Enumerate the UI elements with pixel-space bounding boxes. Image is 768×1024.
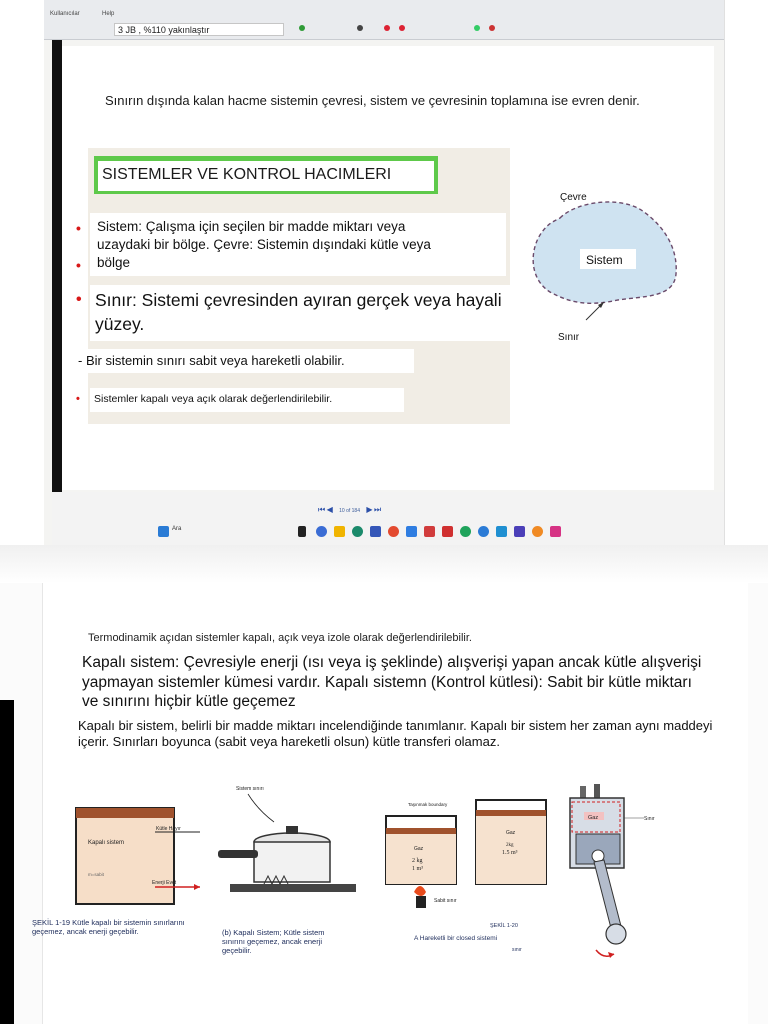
pdf-reader-icon[interactable] bbox=[424, 526, 435, 537]
page-navigator[interactable] bbox=[318, 505, 381, 515]
bullet-dot-4: • bbox=[76, 393, 80, 405]
monitor-bezel-left bbox=[0, 0, 44, 545]
page-top-shadow bbox=[0, 545, 768, 583]
energy-arrow-head bbox=[194, 884, 200, 890]
start-icon[interactable] bbox=[158, 526, 169, 537]
burner-base bbox=[416, 896, 426, 908]
label-sinir: Sınır bbox=[558, 332, 580, 343]
teams-icon[interactable] bbox=[514, 526, 525, 537]
figure-engine-piston bbox=[560, 782, 670, 962]
photos-icon[interactable] bbox=[496, 526, 507, 537]
label-moving-boundary: Taşınmak boundary bbox=[408, 802, 448, 807]
pot-valve bbox=[286, 826, 298, 834]
figure-1-caption: ŞEKİL 1-19 Kütle kapalı bir sistemin sınırlarını geçemez, ancak enerji geçebilir. bbox=[32, 918, 185, 936]
figure-3-number: ŞEKİL 1-20 bbox=[490, 923, 518, 929]
label-gas-1: Gaz bbox=[414, 846, 424, 852]
toolbar-red-icon[interactable] bbox=[384, 25, 390, 31]
page-intro-line: Termodinamik açıdan sistemler kapalı, açık veya izole olarak değerlendirilebilir. bbox=[88, 632, 472, 644]
pot-handle bbox=[218, 850, 258, 858]
label-volume-2: 1.5 m³ bbox=[502, 850, 518, 856]
prev-page-icon[interactable]: ◀ bbox=[326, 505, 333, 514]
page-edge-shadow bbox=[0, 700, 14, 1024]
figure-pressure-cooker bbox=[210, 780, 358, 910]
search-app-icon[interactable] bbox=[316, 526, 327, 537]
menu-item-left[interactable]: Kullanıcılar bbox=[50, 11, 80, 17]
toolbar-green-icon[interactable] bbox=[299, 25, 305, 31]
toolbar-circle-icon[interactable] bbox=[357, 25, 363, 31]
label-mass-1: 2 kg bbox=[412, 858, 423, 864]
label-sistem: Sistem bbox=[586, 253, 623, 267]
bullet-dot-3: • bbox=[76, 291, 82, 308]
figure-closed-system-box bbox=[52, 792, 214, 910]
label-sinir-piston: Sınır bbox=[644, 816, 655, 822]
toolbar-pin-icon[interactable] bbox=[399, 25, 405, 31]
task-view-icon[interactable] bbox=[298, 526, 306, 537]
powerpoint-icon[interactable] bbox=[442, 526, 453, 537]
spark-plug-left bbox=[580, 786, 586, 798]
heat-flame-icon bbox=[414, 886, 426, 896]
label-mass-2: 2kg bbox=[506, 843, 514, 848]
figure-moving-boundary bbox=[382, 792, 552, 910]
last-page-icon[interactable]: ⏭ bbox=[373, 505, 382, 514]
label-fixed-boundary: Sabit sınır bbox=[434, 898, 457, 904]
monitor-bezel-right bbox=[724, 0, 768, 545]
figure-3-caption: A Hareketli bir closed sistemi bbox=[414, 935, 498, 942]
chrome-icon[interactable] bbox=[388, 526, 399, 537]
piston-1 bbox=[386, 828, 456, 834]
bullet-closed-open: Sistemler kapalı veya açık olarak değerlendirilebilir. bbox=[90, 388, 404, 412]
slide-intro-text: Sınırın dışında kalan hacme sistemin çevresi, sistem ve çevresinin toplamına ise evren denir. bbox=[105, 93, 640, 108]
stove-top bbox=[230, 884, 356, 892]
label-volume-1: 1 m³ bbox=[412, 866, 423, 872]
figure-2-caption: (b) Kapalı Sistem; Kütle sistem sınırını geçemez, ancak enerji geçebilir. bbox=[222, 928, 325, 955]
closed-system-definition: Kapalı sistem: Çevresiyle enerji (ısı veya iş şeklinde) alışverişi yapan ancak kütle alışverişi yapmayan sistemler kümesi vardır. Kapalı sistemn (Kontrol kütlesi): Sabit bir kütle miktarı ve sınırını hiçbir kütle geçemez bbox=[82, 654, 702, 710]
paint-icon[interactable] bbox=[550, 526, 561, 537]
label-system-boundary: Sistem sınırı bbox=[236, 786, 264, 792]
whatsapp-icon[interactable] bbox=[460, 526, 471, 537]
page-counter: 10 of 184 bbox=[339, 508, 360, 514]
label-energy-yes: Enerji Evet bbox=[152, 880, 177, 886]
mail-icon[interactable] bbox=[406, 526, 417, 537]
first-page-icon[interactable]: ⏮ bbox=[318, 505, 326, 514]
settings-icon[interactable] bbox=[478, 526, 489, 537]
viewer-toolbar bbox=[44, 0, 724, 40]
box-lid bbox=[76, 808, 174, 818]
closed-system-explanation: Kapalı bir sistem, belirli bir madde miktarı incelendiğinde tanımlanır. Kapalı bir sistem her zaman aynı maddeyi içerir. Sınırları boyunca (sabit veya hareketli olsun) kütle transferi olamaz. bbox=[78, 718, 713, 749]
store-icon[interactable] bbox=[370, 526, 381, 537]
boundary-pointer bbox=[248, 794, 274, 822]
edge-icon[interactable] bbox=[352, 526, 363, 537]
label-mass-no: Kütle Hayır bbox=[156, 826, 181, 832]
label-gaz: Gaz bbox=[588, 815, 599, 821]
windows-taskbar bbox=[150, 523, 630, 541]
next-page-icon[interactable]: ▶ bbox=[366, 505, 373, 514]
bullet-sistem bbox=[90, 213, 506, 276]
zoom-field[interactable]: 3 JB , %110 yakınlaştır bbox=[114, 23, 284, 36]
label-gas-2: Gaz bbox=[506, 830, 516, 836]
slide-heading: SISTEMLER VE KONTROL HACIMLERI bbox=[94, 156, 438, 194]
connecting-rod bbox=[594, 860, 622, 932]
bullet-dot-2: • bbox=[76, 257, 81, 273]
bullet-sistem-line1: Sistem: Çalışma için seçilen bir madde miktarı veya bbox=[97, 219, 406, 234]
menu-item-help[interactable]: Help bbox=[102, 11, 115, 17]
toolbar-markup-icon[interactable] bbox=[489, 25, 495, 31]
figure-3-caption-small: sınır bbox=[512, 947, 522, 953]
label-m-constant: m=sabit bbox=[88, 872, 104, 877]
slide-border bbox=[52, 40, 62, 545]
firefox-icon[interactable] bbox=[532, 526, 543, 537]
crank-pin bbox=[606, 924, 626, 944]
toolbar-tool-icon[interactable] bbox=[474, 25, 480, 31]
bullet-sistem-line3: bölge bbox=[97, 255, 131, 270]
bullet-sistem-line2: uzaydaki bir bölge. Çevre: Sistemin dışındaki kütle veya bbox=[97, 237, 431, 252]
box-container bbox=[76, 808, 174, 904]
pot-body bbox=[254, 842, 330, 882]
label-cevre: Çevre bbox=[560, 192, 587, 203]
system-boundary-diagram bbox=[520, 178, 690, 344]
bullet-boundary-note: - Bir sistemin sınırı sabit veya hareketli olabilir. bbox=[74, 349, 414, 373]
bullet-sinir: Sınır: Sistemi çevresinden ayıran gerçek veya hayali yüzey. bbox=[90, 285, 518, 341]
spark-plug-center bbox=[594, 784, 600, 798]
taskbar-search[interactable]: Ara bbox=[172, 526, 182, 532]
bullet-dot-1: • bbox=[76, 220, 81, 236]
file-explorer-icon[interactable] bbox=[334, 526, 345, 537]
piston-2 bbox=[476, 810, 546, 816]
label-kapali-sistem: Kapalı sistem bbox=[88, 840, 125, 846]
